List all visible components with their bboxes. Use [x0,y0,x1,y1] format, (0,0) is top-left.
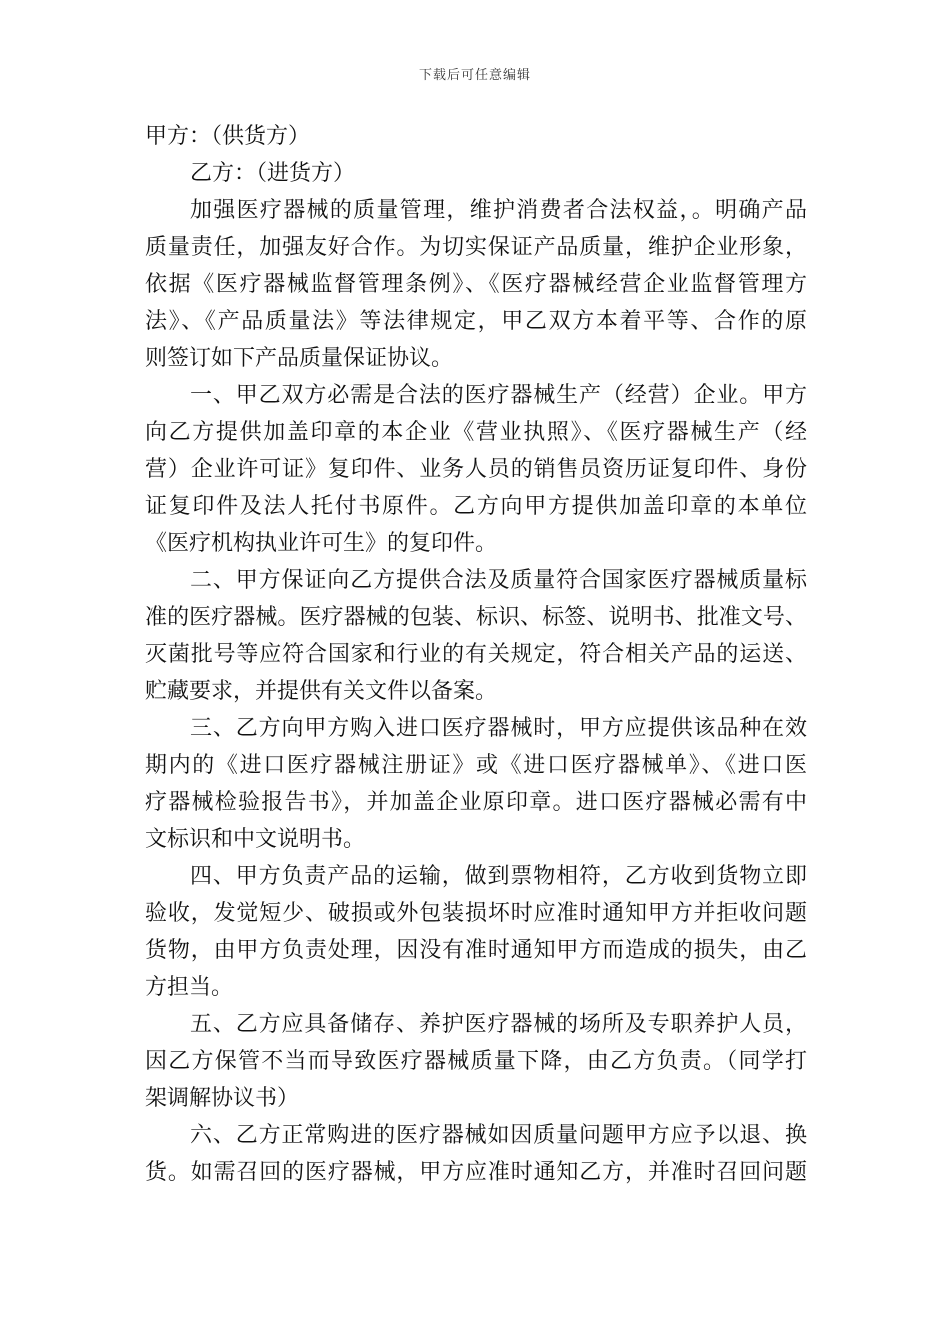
clause-5-line: 因乙方保管不当而导致医疗器械质量下降，由乙方负责。（同学打 [145,1049,807,1074]
preamble-line: 法》、《产品质量法》等法律规定，甲乙双方本着平等、合作的原 [145,309,807,334]
clause-2-line: 二、甲方保证向乙方提供合法及质量符合国家医疗器械质量标 [190,568,807,593]
preamble-line: 则签订如下产品质量保证协议。 [145,346,454,371]
clause-3-line: 三、乙方向甲方购入进口医疗器械时，甲方应提供该品种在效 [190,716,807,741]
clause-2-line: 灭菌批号等应符合国家和行业的有关规定，符合相关产品的运送、 [145,642,807,667]
page-header-note: 下载后可任意编辑 [418,68,531,83]
preamble-line: 加强医疗器械的质量管理，维护消费者合法权益，。明确产品 [190,198,807,223]
clause-1-line: 《医疗机构执业许可生》的复印件。 [145,531,498,556]
clause-3-line: 文标识和中文说明书。 [145,827,366,852]
clause-6-line: 货。如需召回的医疗器械，甲方应准时通知乙方，并准时召回问题 [145,1160,807,1185]
clause-4-line: 四、甲方负责产品的运输，做到票物相符，乙方收到货物立即 [190,864,807,889]
contract-body [145,118,807,1191]
preamble-line: 质量责任，加强友好合作。为切实保证产品质量，维护企业形象， [145,235,807,260]
clause-4-line: 货物，由甲方负责处理，因没有准时通知甲方而造成的损失，由乙 [145,938,807,963]
clause-3-line: 疗器械检验报告书》，并加盖企业原印章。进口医疗器械必需有中 [145,790,807,815]
party-a-line: 甲方：（供货方） [145,124,311,149]
clause-5-line: 五、乙方应具备储存、养护医疗器械的场所及专职养护人员， [190,1012,807,1037]
clause-2-line: 贮藏要求，并提供有关文件以备案。 [145,679,498,704]
party-b-line: 乙方：（进货方） [190,161,356,186]
clause-4-line: 验收，发觉短少、破损或外包装损坏时应准时通知甲方并拒收问题 [145,901,807,926]
clause-1-line: 一、甲乙双方必需是合法的医疗器械生产（经营）企业。甲方 [190,383,807,408]
clause-3-line: 期内的《进口医疗器械注册证》或《进口医疗器械单》、《进口医 [145,753,807,778]
clause-1-line: 证复印件及法人托付书原件。乙方向甲方提供加盖印章的本单位 [145,494,807,519]
preamble-line: 依据《医疗器械监督管理条例》、《医疗器械经营企业监督管理方 [145,272,807,297]
clause-4-line: 方担当。 [145,975,234,1000]
clause-2-line: 准的医疗器械。医疗器械的包装、标识、标签、说明书、批准文号、 [145,605,807,630]
clause-1-line: 向乙方提供加盖印章的本企业《营业执照》、《医疗器械生产（经 [145,420,807,445]
clause-6-line: 六、乙方正常购进的医疗器械如因质量问题甲方应予以退、换 [190,1123,807,1148]
clause-5-line: 架调解协议书） [145,1086,300,1111]
clause-1-line: 营）企业许可证》复印件、业务人员的销售员资历证复印件、身份 [145,457,807,482]
